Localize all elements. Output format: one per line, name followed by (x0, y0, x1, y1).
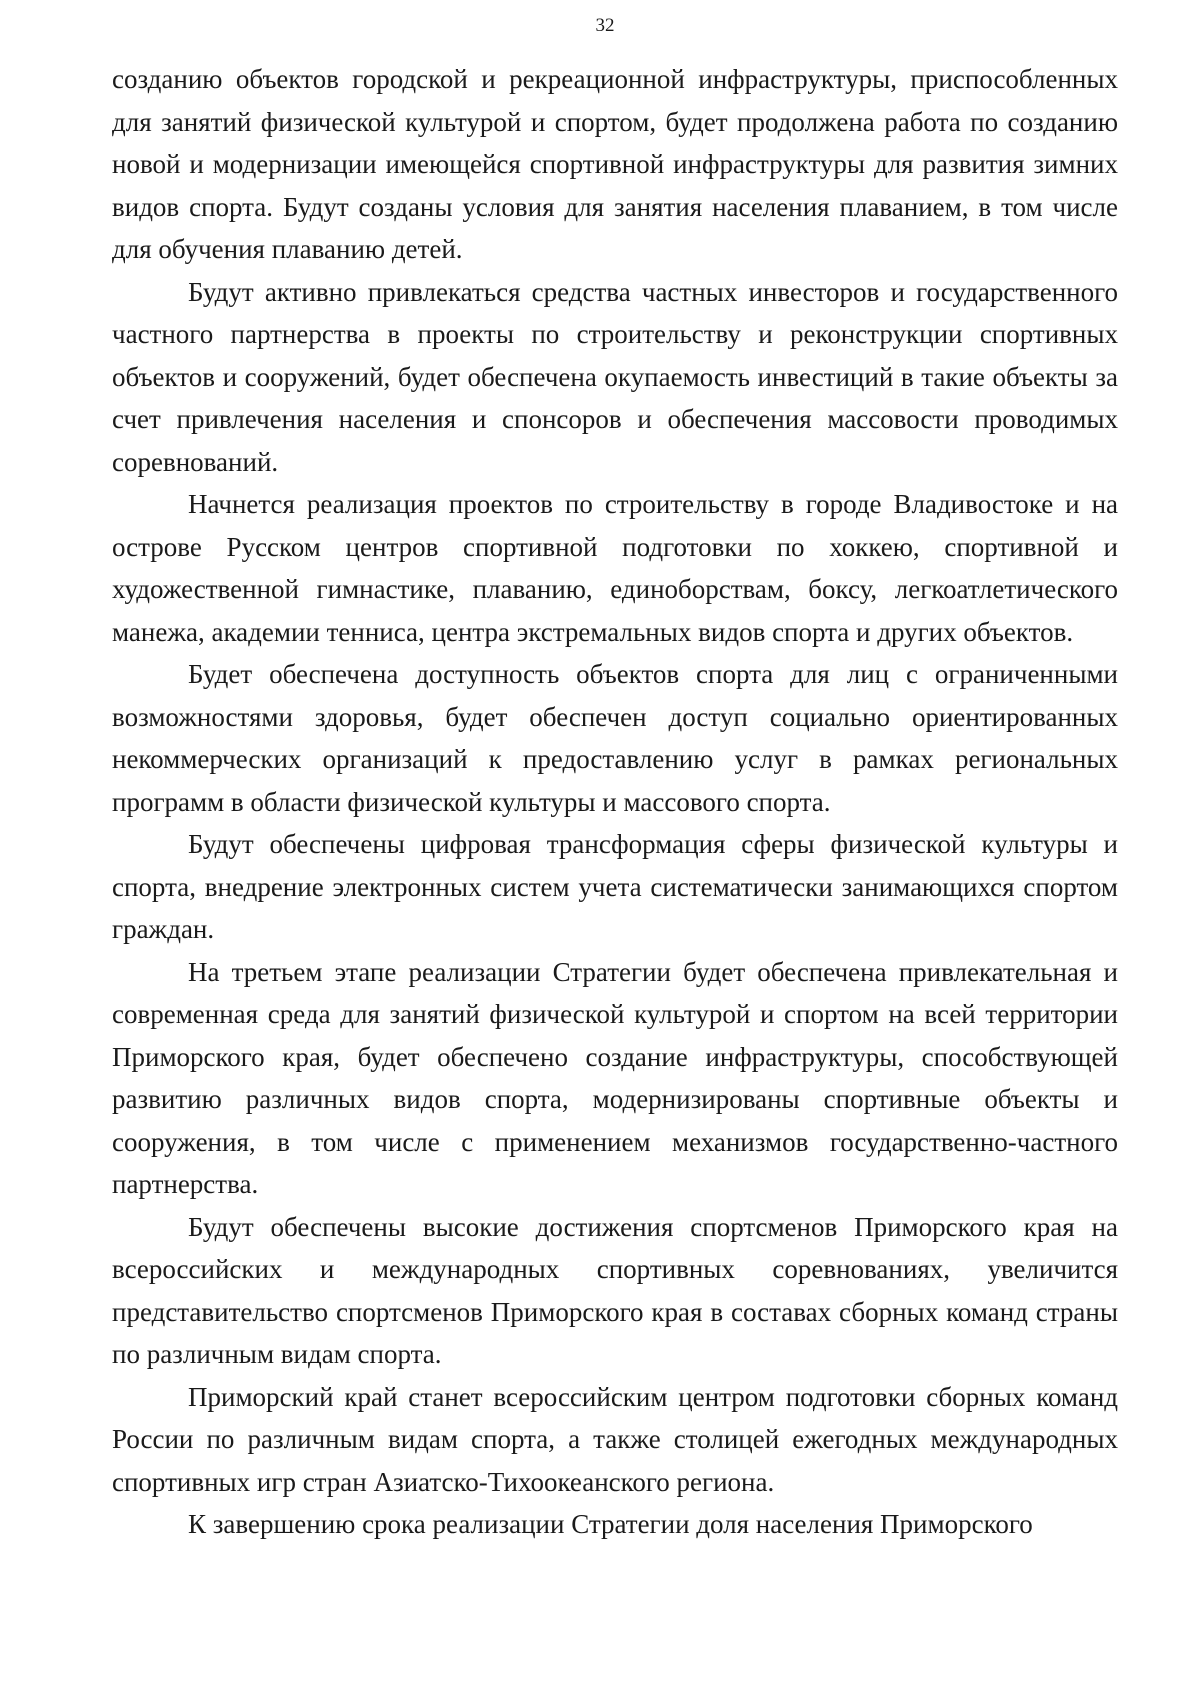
page-number: 32 (595, 15, 615, 36)
paragraph-conclusion: К завершению срока реализации Стратегии доля населения Приморского (188, 1509, 1033, 1539)
paragraph-investors: Будут активно привлекаться средства частных инвесторов и государственного частного партнерства в проекты по строительству и реконструкции спортивных объектов и сооружений, будет обеспечена окупаемость инвестиций в такие объекты за счет привлечения населения и спонсоров и обеспечения массовости проводимых соревнований. (112, 276, 1118, 477)
paragraph-accessibility: Будет обеспечена доступность объектов спорта для лиц с ограниченными возможностями здоровья, будет обеспечен доступ социально ориентированных некоммерческих организаций к предоставлению услуг в рамках региональных программ в области физической культуры и массового спорта. (112, 659, 1118, 817)
paragraph-projects: Начнется реализация проектов по строительству в городе Владивостоке и на острове Русском центров спортивной подготовки по хоккею, спортивной и художественной гимнастике, плаванию, единоборствам, боксу, легкоатлетического манежа, академии тенниса, центра экстремальных видов спорта и других объектов. (112, 489, 1118, 647)
paragraph-digital: Будут обеспечены цифровая трансформация сферы физической культуры и спорта, внедрение электронных систем учета систематически занимающихся спортом граждан. (112, 829, 1118, 944)
paragraph-center: Приморский край станет всероссийским центром подготовки сборных команд России по различным видам спорта, а также столицей ежегодных международных спортивных игр стран Азиатско-Тихоокеанского региона. (112, 1381, 1118, 1497)
paragraph-achievements: Будут обеспечены высокие достижения спортсменов Приморского края на всероссийских и международных спортивных соревнованиях, увеличится представительство спортсменов Приморского края в составах сборных команд страны по различным видам спорта. (112, 1211, 1118, 1369)
body-text (112, 58, 1118, 1546)
paragraph-continuation: созданию объектов городской и рекреационной инфраструктуры, приспособленных для занятий физической культурой и спортом, будет продолжена работа по созданию новой и модернизации имеющейся спортивной инфраструктуры для развития зимних видов спорта. Будут созданы условия для занятия населения плаванием, в том числе для обучения плаванию детей. (112, 64, 1118, 264)
paragraph-third-stage: На третьем этапе реализации Стратегии будет обеспечена привлекательная и современная среда для занятий физической культурой и спортом на всей территории Приморского края, будет обеспечено создание инфраструктуры, способствующей развитию различных видов спорта, модернизированы спортивные объекты и сооружения, в том числе с применением механизмов государственно-частного партнерства. (112, 956, 1118, 1199)
